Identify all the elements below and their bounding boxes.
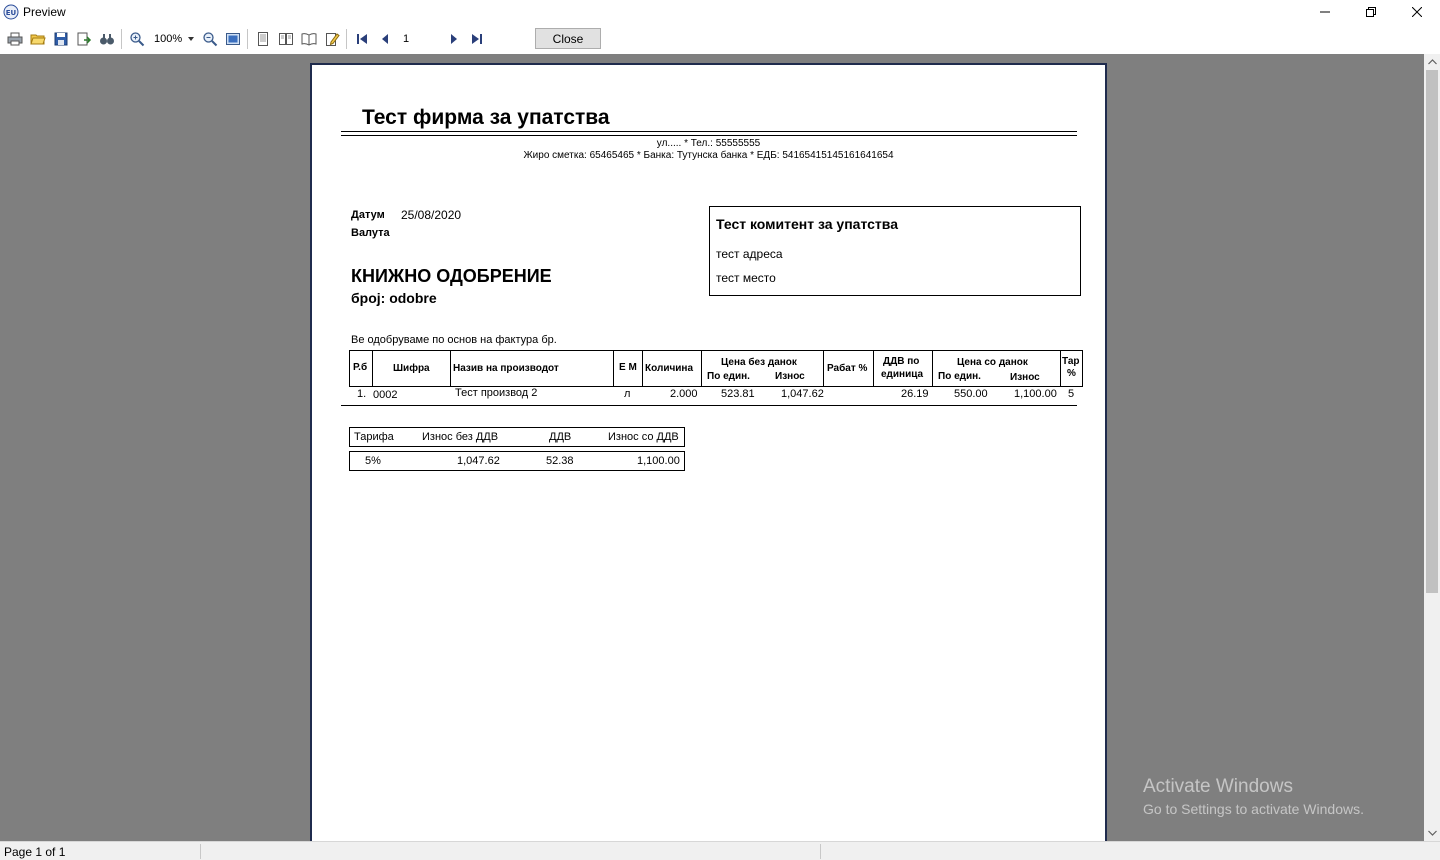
tax-col-base: Износ без ДДВ bbox=[422, 431, 499, 443]
client-name: Тест комитент за упатства bbox=[716, 216, 898, 232]
find-button[interactable] bbox=[95, 27, 118, 50]
item-vat-unit: 26.19 bbox=[901, 388, 929, 400]
two-pages-icon bbox=[278, 31, 294, 47]
item-tariff: 5 bbox=[1068, 388, 1075, 400]
status-bar bbox=[0, 841, 1440, 860]
item-unit: л bbox=[624, 388, 631, 400]
close-window-button[interactable] bbox=[1394, 0, 1440, 23]
zoom-in-button[interactable] bbox=[125, 27, 148, 50]
col-tariff: Тар % bbox=[1062, 356, 1080, 379]
status-divider bbox=[200, 844, 201, 859]
invoice-note: Ве одобруваме по основ на фактура бр. bbox=[351, 334, 557, 346]
zoom-out-button[interactable] bbox=[198, 27, 221, 50]
date-label: Датум bbox=[351, 209, 385, 221]
single-page-button[interactable] bbox=[251, 27, 274, 50]
edit-button[interactable] bbox=[320, 27, 343, 50]
currency-label: Валута bbox=[351, 227, 390, 239]
date-value: 25/08/2020 bbox=[401, 208, 462, 222]
tax-table-header bbox=[349, 427, 685, 447]
open-icon bbox=[30, 31, 46, 47]
client-place: тест место bbox=[716, 271, 776, 285]
toolbar-separator bbox=[247, 29, 248, 49]
tax-base: 1,047.62 bbox=[457, 455, 500, 467]
item-rb: 1. bbox=[357, 388, 367, 400]
tax-col-tariff: Тарифа bbox=[354, 431, 394, 443]
restore-button[interactable] bbox=[1348, 0, 1394, 23]
col-unit: Е М bbox=[614, 351, 643, 386]
first-page-button[interactable] bbox=[350, 27, 373, 50]
item-amount: 1,047.62 bbox=[781, 388, 824, 400]
tax-col-total: Износ со ДДВ bbox=[608, 431, 679, 443]
single-page-icon bbox=[255, 31, 271, 47]
document-title: КНИЖНО ОДОБРЕНИЕ bbox=[351, 266, 552, 286]
col-rb: Р.б bbox=[350, 351, 373, 386]
export-icon bbox=[76, 31, 92, 47]
print-icon bbox=[7, 31, 23, 47]
window-title: Preview bbox=[23, 4, 66, 19]
chevron-down-icon bbox=[188, 37, 194, 41]
table-row bbox=[349, 451, 685, 471]
scroll-down-button[interactable] bbox=[1424, 825, 1440, 841]
header-divider bbox=[341, 131, 1077, 136]
document-number: број: odobre bbox=[351, 290, 437, 306]
tax-tariff: 5% bbox=[365, 455, 381, 467]
page-width-button[interactable] bbox=[221, 27, 244, 50]
status-divider bbox=[820, 844, 821, 859]
tax-col-vat: ДДВ bbox=[549, 431, 572, 443]
last-page-icon bbox=[469, 31, 485, 47]
tax-total: 1,100.00 bbox=[637, 455, 680, 467]
item-qty: 2.000 bbox=[670, 388, 698, 400]
activation-watermark-subtitle: Go to Settings to activate Windows. bbox=[1143, 801, 1364, 817]
minimize-button[interactable] bbox=[1302, 0, 1348, 23]
next-page-icon bbox=[446, 31, 462, 47]
first-page-icon bbox=[354, 31, 370, 47]
item-code: 0002 bbox=[373, 389, 398, 401]
document-page bbox=[310, 63, 1107, 841]
vertical-scrollbar[interactable] bbox=[1424, 54, 1440, 841]
last-page-button[interactable] bbox=[465, 27, 488, 50]
page-number-input[interactable]: 1 bbox=[400, 30, 438, 48]
company-address: ул..... * Тел.: 55555555 bbox=[656, 138, 761, 149]
minimize-icon bbox=[1320, 7, 1330, 17]
find-icon bbox=[99, 31, 115, 47]
item-amount-vat: 1,100.00 bbox=[1014, 388, 1057, 400]
company-name: Тест фирма за упатства bbox=[362, 106, 610, 129]
tax-vat: 52.38 bbox=[546, 455, 574, 467]
item-price: 523.81 bbox=[721, 388, 755, 400]
client-box bbox=[709, 206, 1081, 296]
book-icon bbox=[301, 31, 317, 47]
scroll-up-button[interactable] bbox=[1424, 54, 1440, 70]
item-name: Тест производ 2 bbox=[455, 387, 538, 399]
col-qty: Количина bbox=[643, 351, 702, 386]
item-price-vat: 550.00 bbox=[954, 388, 988, 400]
activation-watermark-title: Activate Windows bbox=[1143, 776, 1293, 797]
open-button[interactable] bbox=[26, 27, 49, 50]
title-bar bbox=[0, 0, 1440, 23]
save-icon bbox=[53, 31, 69, 47]
book-button[interactable] bbox=[297, 27, 320, 50]
close-icon bbox=[1412, 7, 1422, 17]
company-bank-info: Жиро сметка: 65465465 * Банка: Тутунска банка * ЕДБ: 54165415145161641654 bbox=[523, 150, 894, 161]
print-button[interactable] bbox=[3, 27, 26, 50]
toolbar-separator bbox=[346, 29, 347, 49]
col-code: Шифра bbox=[373, 351, 451, 386]
close-button[interactable]: Close bbox=[535, 28, 601, 49]
save-button[interactable] bbox=[49, 27, 72, 50]
page-info: Page 1 of 1 bbox=[4, 845, 66, 859]
zoom-select[interactable] bbox=[150, 30, 196, 48]
zoom-in-icon bbox=[129, 31, 145, 47]
next-page-button[interactable] bbox=[442, 27, 465, 50]
col-price-vat: Цена со данок По един. Износ bbox=[933, 351, 1061, 386]
prev-page-button[interactable] bbox=[373, 27, 396, 50]
items-divider bbox=[341, 405, 1077, 406]
svg-text:EU: EU bbox=[5, 8, 17, 17]
col-discount: Рабат % bbox=[824, 351, 874, 386]
export-button[interactable] bbox=[72, 27, 95, 50]
col-name: Назив на производот bbox=[451, 351, 614, 386]
toolbar bbox=[0, 23, 1440, 54]
edit-icon bbox=[324, 31, 340, 47]
toolbar-separator bbox=[121, 29, 122, 49]
col-vat-per-unit: ДДВ по единица bbox=[874, 351, 933, 386]
zoom-out-icon bbox=[202, 31, 218, 47]
chevron-down-icon bbox=[1428, 830, 1437, 836]
page-width-icon bbox=[225, 31, 241, 47]
restore-icon bbox=[1366, 7, 1376, 17]
scroll-thumb[interactable] bbox=[1426, 70, 1438, 593]
zoom-value: 100% bbox=[154, 32, 183, 45]
col-price-no-vat: Цена без данок По един. Износ bbox=[702, 351, 824, 386]
preview-viewport[interactable] bbox=[0, 54, 1424, 841]
two-pages-button[interactable] bbox=[274, 27, 297, 50]
client-address: тест адреса bbox=[716, 247, 783, 261]
items-table-header bbox=[349, 350, 1083, 387]
app-icon bbox=[3, 4, 19, 20]
prev-page-icon bbox=[377, 31, 393, 47]
chevron-up-icon bbox=[1428, 59, 1437, 65]
